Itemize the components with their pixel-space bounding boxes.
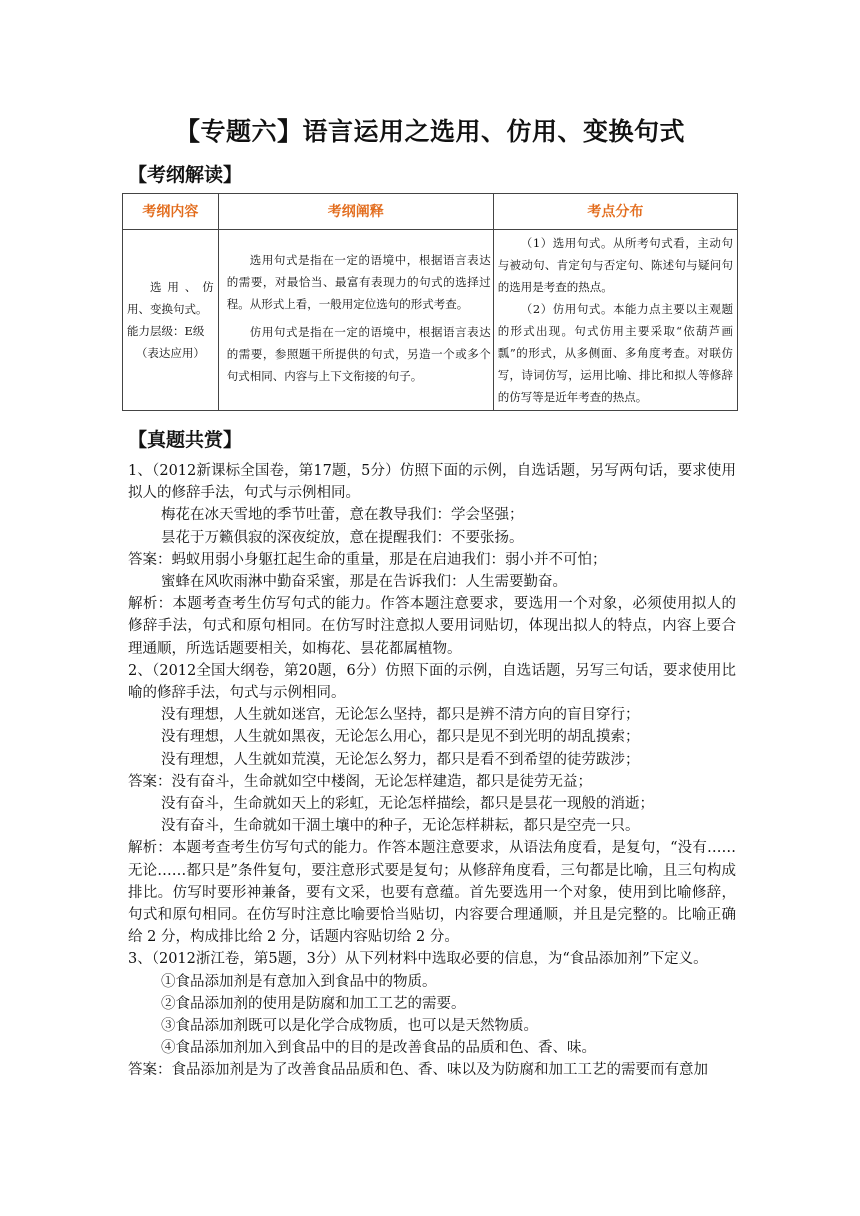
example-line: 没有理想，人生就如迷宫，无论怎么坚持，都只是辨不清方向的盲目穿行； <box>161 707 640 724</box>
table-header-row <box>123 194 738 230</box>
questions-body <box>128 460 736 1082</box>
material-item: ①食品添加剂是有意加入到食品中的物质。 <box>161 973 437 990</box>
question-stem: 1、（2012新课标全国卷，第17题，5分）仿照下面的示例，自选话题，另写两句话，要求使用拟人的修辞手法，句式与示例相同。 <box>128 463 736 502</box>
answer-line: 蜜蜂在风吹雨淋中勤奋采蜜，那是在告诉我们：人生需要勤奋。 <box>161 574 567 591</box>
header-content: 考纲内容 <box>123 194 219 230</box>
analysis-paragraph: 解析：本题考查考生仿写句式的能力。作答本题注意要求，从语法角度看，是复句，“没有……无论……都只是”条件复句，要注意形式要是复句；从修辞角度看，三句都是比喻，且三句构成排比。仿写时要形神兼备，要有文采，也要有意蕴。首先要选用一个对象，使用到比喻修辞，句式和原句相同。在仿写时注意比喻要恰当贴切，内容要合理通顺，并且是完整的。比喻正确给 2 分，构成排比给 2 分，话题内容贴切给 2 分。 <box>128 840 736 946</box>
material-item: ③食品添加剂既可以是化学合成物质，也可以是天然物质。 <box>161 1018 538 1035</box>
content-line: （表达应用） <box>135 346 205 360</box>
points-paragraph: （1）选用句式。从所考句式看，主动句与被动句、肯定句与否定句、陈述句与疑问句的选用是考查的热点。 <box>497 236 733 294</box>
material-item: ②食品添加剂的使用是防腐和加工工艺的需要。 <box>161 995 466 1012</box>
answer-line: 没有奋斗，生命就如干涸土壤中的种子，无论怎样耕耘，都只是空壳一只。 <box>161 818 640 835</box>
example-line: 没有理想，人生就如黑夜，无论怎么用心，都只是见不到光明的胡乱摸索； <box>161 729 640 746</box>
page-title: 【专题六】语言运用之选用、仿用、变换句式 <box>174 117 685 146</box>
outline-table <box>122 193 738 411</box>
answer-line: 答案：没有奋斗，生命就如空中楼阁，无论怎样建造，都只是徒劳无益； <box>128 773 592 790</box>
section-heading-outline: 【考纲解读】 <box>128 164 243 186</box>
table-row <box>123 230 738 411</box>
material-item: ④食品添加剂加入到食品中的目的是改善食品的品质和色、香、味。 <box>161 1040 596 1057</box>
cell-explain <box>218 230 493 411</box>
answer-line: 答案：蚂蚁用弱小身躯扛起生命的重量，那是在启迪我们：弱小并不可怕； <box>128 551 607 568</box>
header-points: 考点分布 <box>493 194 737 230</box>
example-line: 梅花在冰天雪地的季节吐蕾，意在教导我们：学会坚强； <box>161 507 524 524</box>
section-heading-questions: 【真题共赏】 <box>128 429 243 451</box>
example-line: 没有理想，人生就如荒漠，无论怎么努力，都只是看不到希望的徒劳跋涉； <box>161 751 640 768</box>
analysis-paragraph: 解析：本题考查考生仿写句式的能力。作答本题注意要求，要选用一个对象，必须使用拟人的修辞手法，句式和原句相同。在仿写时注意拟人要用词贴切，体现出拟人的特点，内容上要合理通顺，所选话题要相关，如梅花、昙花都属植物。 <box>128 596 736 657</box>
content-line: 能力层级：E级 <box>127 324 205 338</box>
cell-content <box>123 230 219 411</box>
content-line: 选用、仿用、变换句式。 <box>127 280 214 316</box>
question-stem: 2、（2012全国大纲卷，第20题，6分）仿照下面的示例，自选话题，另写三句话，要求使用比喻的修辞手法，句式与示例相同。 <box>128 662 736 702</box>
explain-paragraph: 仿用句式是指在一定的语境中，根据语言表达的需要，参照题干所提供的句式，另造一个或多个句式相同、内容与上下文衔接的句子。 <box>226 325 491 383</box>
answer-line: 答案：食品添加剂是为了改善食品品质和色、香、味以及为防腐和加工工艺的需要而有意加 <box>128 1062 708 1079</box>
answer-line: 没有奋斗，生命就如天上的彩虹，无论怎样描绘，都只是昙花一现般的消逝； <box>161 796 654 813</box>
explain-paragraph: 选用句式是指在一定的语境中，根据语言表达的需要，对最恰当、最富有表现力的句式的选择过程。从形式上看，一般用定位选句的形式考查。 <box>226 253 491 311</box>
points-paragraph: （2）仿用句式。本能力点主要以主观题的形式出现。句式仿用主要采取“依葫芦画瓢”的形式，从多侧面、多角度考查。对联仿写，诗词仿写，运用比喻、排比和拟人等修辞的仿写等是近年考查的热点。 <box>497 302 733 404</box>
question-stem: 3、（2012浙江卷，第5题，3分）从下列材料中选取必要的信息，为“食品添加剂”下定义。 <box>128 951 708 968</box>
cell-points <box>493 230 737 411</box>
example-line: 昙花于万籁俱寂的深夜绽放，意在提醒我们：不要张扬。 <box>161 529 524 546</box>
header-explain: 考纲阐释 <box>218 194 493 230</box>
